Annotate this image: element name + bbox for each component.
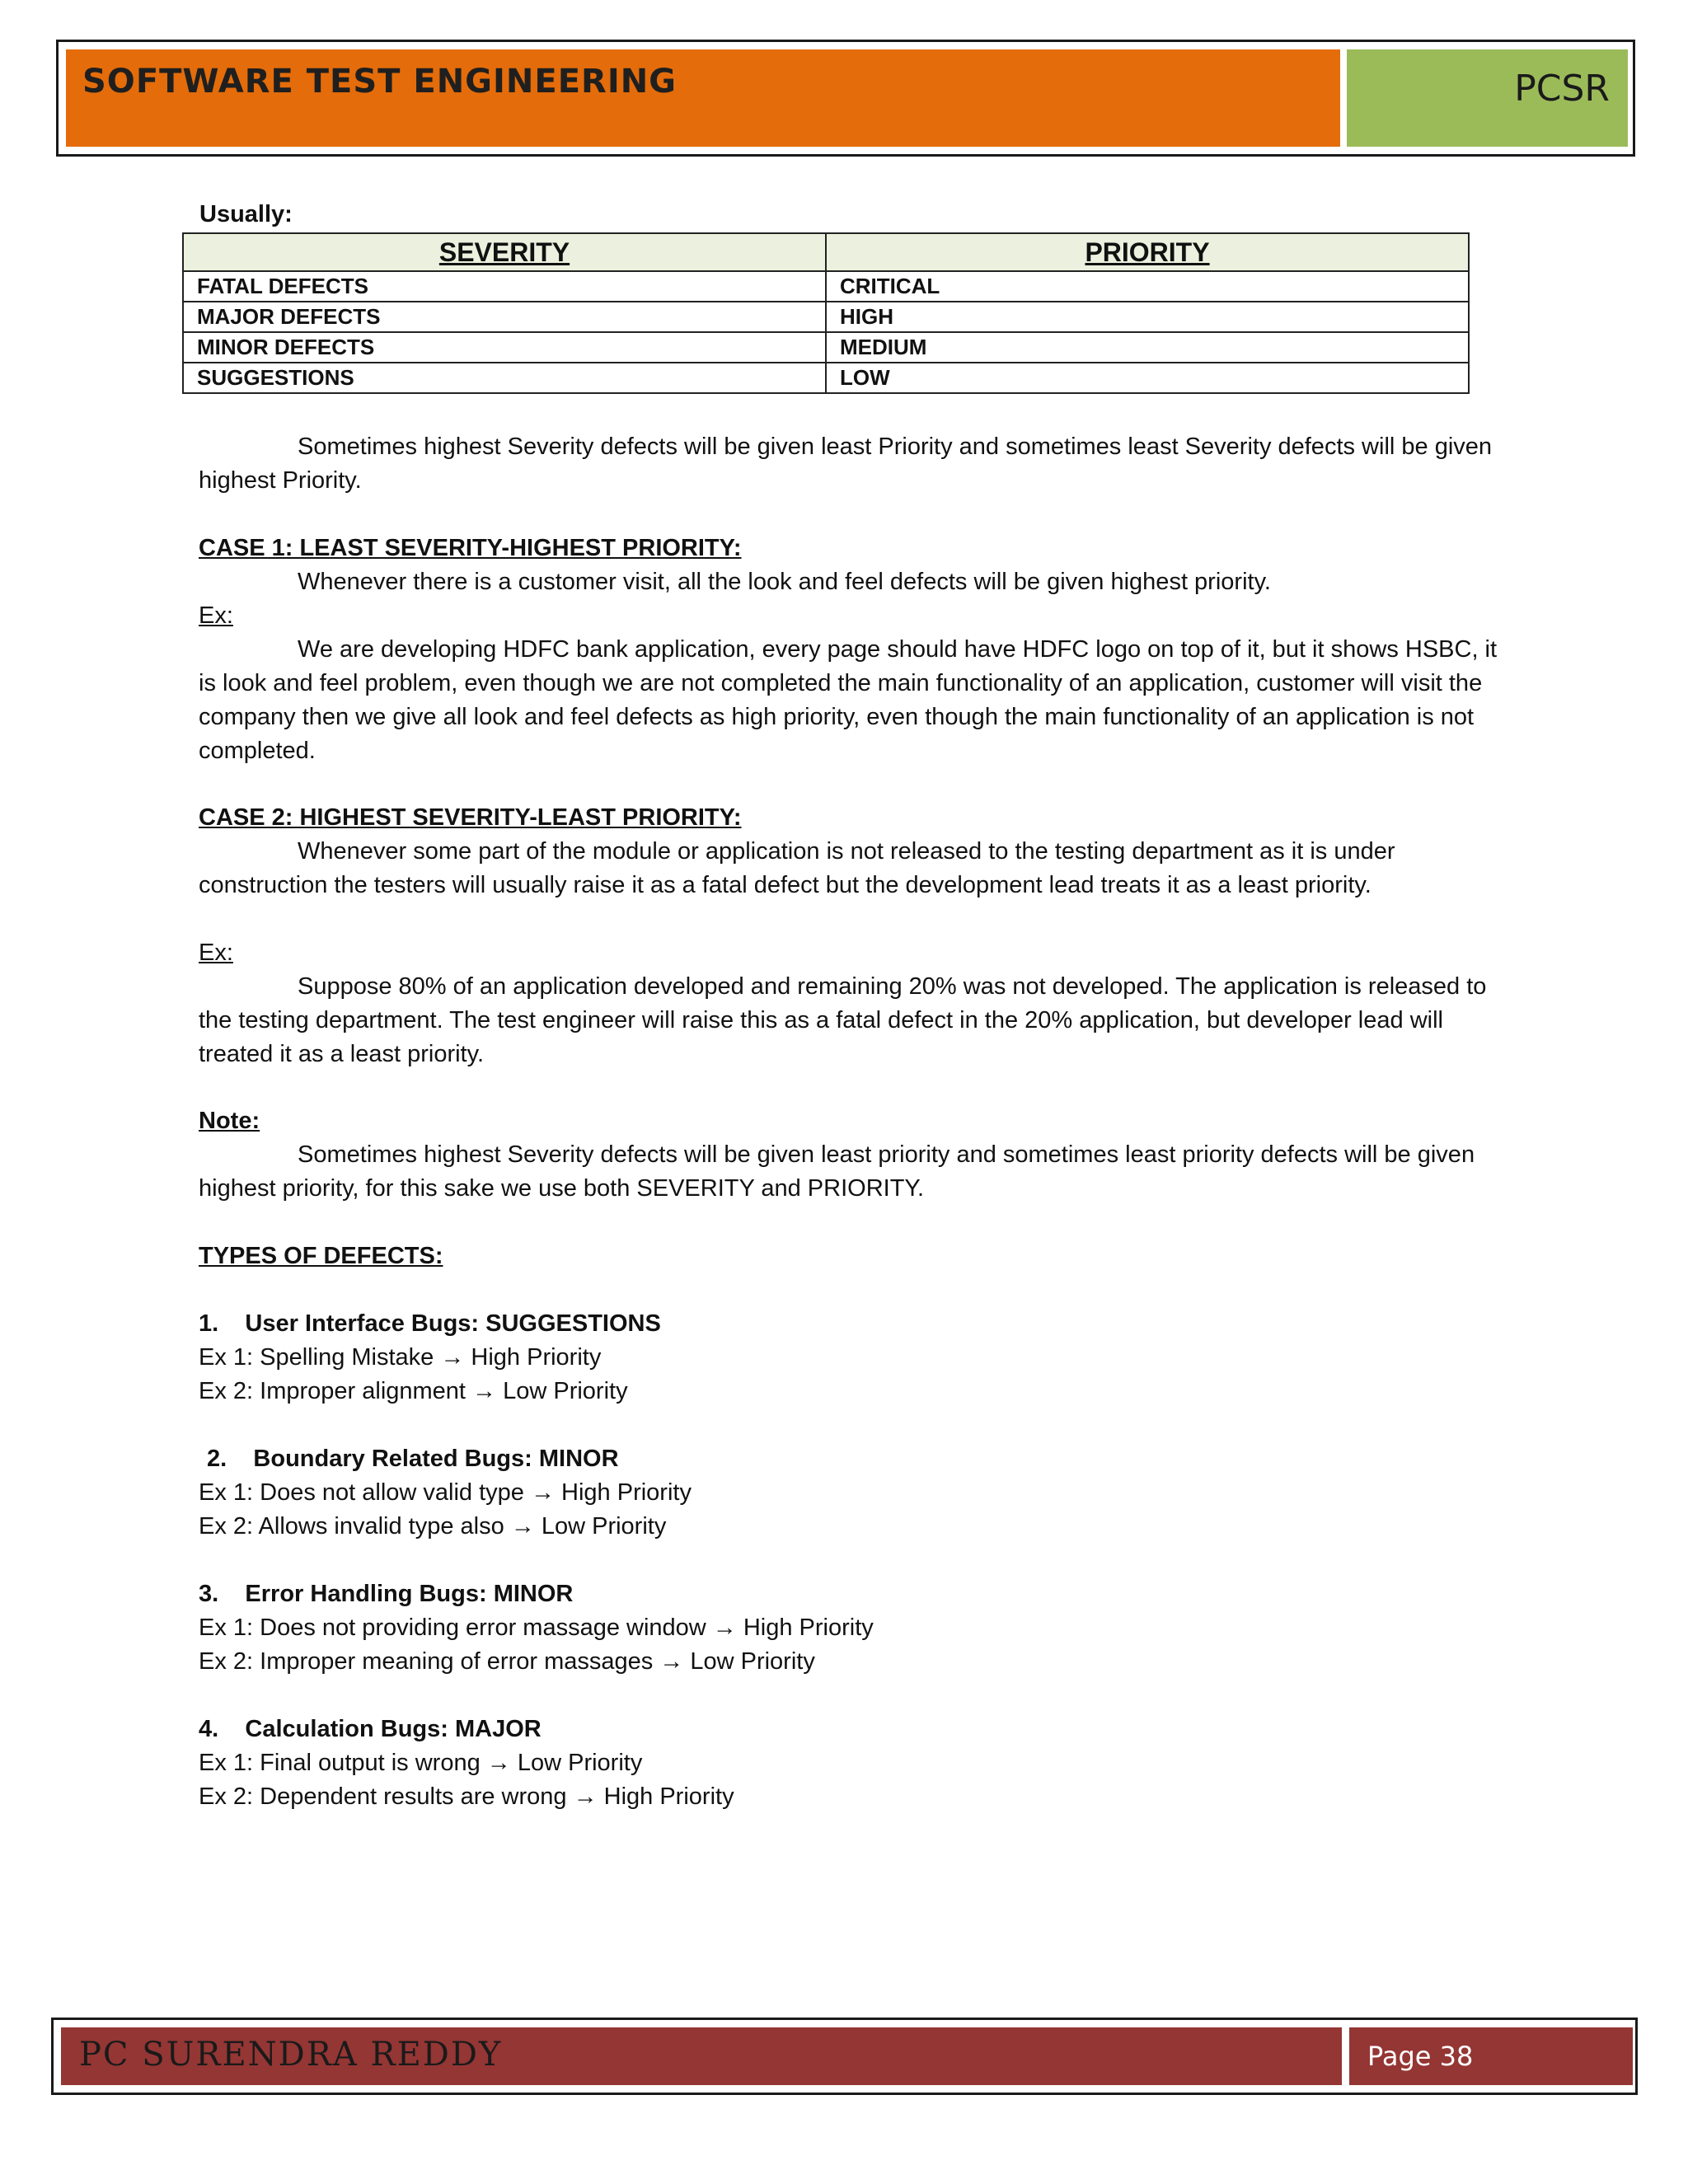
table-cell: MINOR DEFECTS xyxy=(183,332,826,363)
type-example: Ex 1: Final output is wrong → Low Priority xyxy=(199,1750,643,1776)
type-example: Ex 2: Allows invalid type also → Low Priority xyxy=(199,1513,667,1540)
table-cell: MAJOR DEFECTS xyxy=(183,302,826,332)
type-title xyxy=(207,1442,619,1476)
type-number: 4. xyxy=(199,1716,219,1742)
table-header-row xyxy=(183,233,1469,271)
type-example: Ex 2: Improper alignment → Low Priority xyxy=(199,1378,628,1404)
header-title: SOFTWARE TEST ENGINEERING xyxy=(82,63,678,101)
usually-label: Usually: xyxy=(199,201,293,227)
type-title-text: User Interface Bugs: SUGGESTIONS xyxy=(245,1310,661,1337)
type-number: 1. xyxy=(199,1310,219,1337)
table-header-priority: PRIORITY xyxy=(826,233,1469,271)
types-heading: TYPES OF DEFECTS: xyxy=(199,1243,443,1269)
type-title-text: Calculation Bugs: MAJOR xyxy=(245,1716,542,1742)
case1-heading: CASE 1: LEAST SEVERITY-HIGHEST PRIORITY: xyxy=(199,535,742,561)
note-heading: Note: xyxy=(199,1108,260,1134)
type-title-text: Boundary Related Bugs: MINOR xyxy=(253,1446,619,1472)
header-brand: PCSR xyxy=(1514,68,1610,110)
note-text: Sometimes highest Severity defects will be given least priority and sometimes least priority defects will be given highest priority, for this sake we use both SEVERITY and PRIORITY. xyxy=(199,1141,1475,1202)
case1-ex-label: Ex: xyxy=(199,602,233,629)
type-title xyxy=(199,1307,661,1341)
case1-text: Whenever there is a customer visit, all the look and feel defects will be given highest priority. xyxy=(298,569,1271,595)
table-cell: FATAL DEFECTS xyxy=(183,271,826,302)
type-example: Ex 2: Improper meaning of error massages → Low Priority xyxy=(199,1648,815,1675)
page-number: Page 38 xyxy=(1367,2041,1474,2072)
severity-priority-table xyxy=(182,232,1470,394)
table-cell: HIGH xyxy=(826,302,1469,332)
type-title xyxy=(199,1713,542,1746)
intro-paragraph: Sometimes highest Severity defects will be given least Priority and sometimes least Severity defects will be given highest Priority. xyxy=(199,434,1493,494)
type-title xyxy=(199,1577,573,1611)
table-cell: CRITICAL xyxy=(826,271,1469,302)
page-footer xyxy=(51,2018,1638,2095)
table-row xyxy=(183,302,1469,332)
table-cell: MEDIUM xyxy=(826,332,1469,363)
type-example: Ex 2: Dependent results are wrong → High Priority xyxy=(199,1783,734,1810)
footer-author: PC SURENDRA REDDY xyxy=(79,2036,503,2074)
case2-heading: CASE 2: HIGHEST SEVERITY-LEAST PRIORITY: xyxy=(199,804,742,831)
table-row xyxy=(183,332,1469,363)
type-example: Ex 1: Does not allow valid type → High Priority xyxy=(199,1479,692,1506)
table-row xyxy=(183,271,1469,302)
case1-example: We are developing HDFC bank application, every page should have HDFC logo on top of it, but it shows HSBC, it is look and feel problem, even though we are not completed the main functionality of an application, customer will visit the company then we give all look and feel defects as high priority, even though the main functionality of an application is not completed. xyxy=(199,636,1498,764)
header-title-band xyxy=(66,49,1340,147)
case2-example: Suppose 80% of an application developed and remaining 20% was not developed. The application is released to the testing department. The test engineer will raise this as a fatal defect in the 20% application, but developer lead will treated it as a least priority. xyxy=(199,973,1487,1067)
footer-page-band xyxy=(1349,2027,1633,2085)
type-number: 2. xyxy=(207,1446,227,1472)
type-example: Ex 1: Spelling Mistake → High Priority xyxy=(199,1344,602,1371)
table-header-severity: SEVERITY xyxy=(183,233,826,271)
page-header xyxy=(56,40,1635,157)
table-cell: SUGGESTIONS xyxy=(183,363,826,393)
type-example: Ex 1: Does not providing error massage window → High Priority xyxy=(199,1615,874,1641)
type-number: 3. xyxy=(199,1581,219,1607)
case2-text: Whenever some part of the module or application is not released to the testing department as it is under construction the testers will usually raise it as a fatal defect but the development lead treats it as a least priority. xyxy=(199,838,1395,898)
footer-author-band xyxy=(61,2027,1342,2085)
case2-ex-label: Ex: xyxy=(199,940,233,966)
header-brand-band xyxy=(1347,49,1628,147)
type-title-text: Error Handling Bugs: MINOR xyxy=(245,1581,574,1607)
table-cell: LOW xyxy=(826,363,1469,393)
table-row xyxy=(183,363,1469,393)
